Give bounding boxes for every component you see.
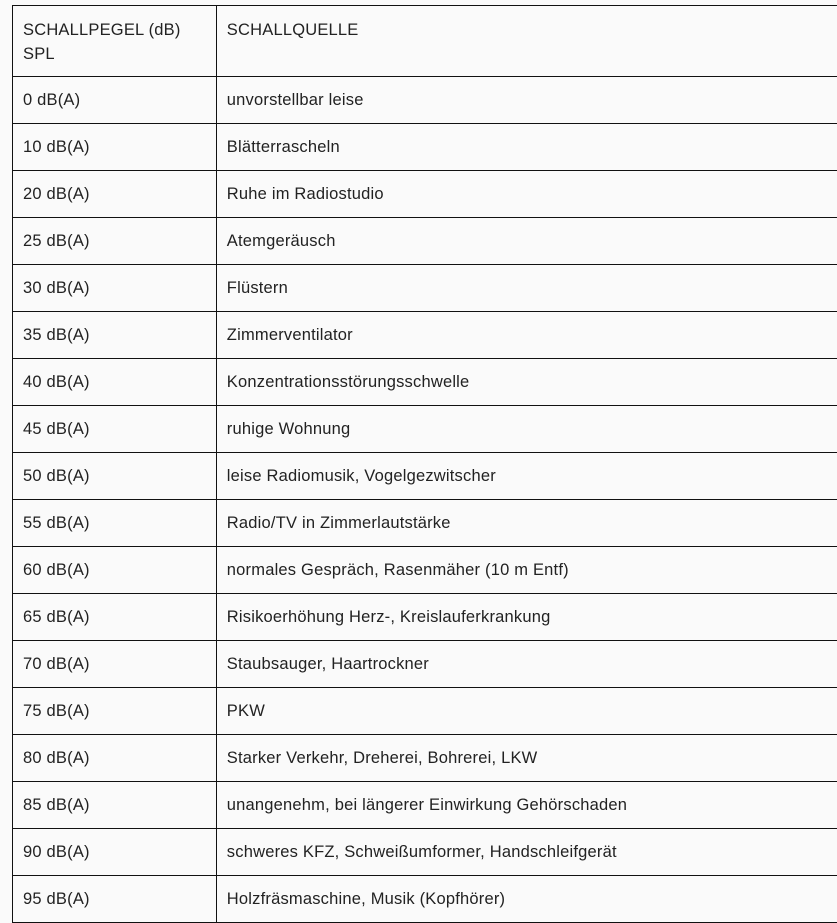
table-row	[13, 782, 837, 829]
sound-level-table-container	[12, 5, 837, 923]
cell-sound-level: 90 dB(A)	[13, 829, 217, 876]
cell-sound-level: 85 dB(A)	[13, 782, 217, 829]
cell-sound-level: 50 dB(A)	[13, 453, 217, 500]
table-header-row	[13, 6, 837, 77]
table-row	[13, 453, 837, 500]
cell-sound-source: unangenehm, bei längerer Einwirkung Gehörschaden	[216, 782, 837, 829]
cell-sound-level: 45 dB(A)	[13, 406, 217, 453]
cell-sound-level: 30 dB(A)	[13, 265, 217, 312]
table-row	[13, 359, 837, 406]
cell-sound-source: Radio/TV in Zimmerlautstärke	[216, 500, 837, 547]
header-sound-source: SCHALLQUELLE	[216, 6, 837, 77]
cell-sound-level: 80 dB(A)	[13, 735, 217, 782]
cell-sound-source: schweres KFZ, Schweißumformer, Handschleifgerät	[216, 829, 837, 876]
cell-sound-level: 65 dB(A)	[13, 594, 217, 641]
cell-sound-source: Atemgeräusch	[216, 218, 837, 265]
table-row	[13, 876, 837, 923]
cell-sound-source: ruhige Wohnung	[216, 406, 837, 453]
cell-sound-source: leise Radiomusik, Vogelgezwitscher	[216, 453, 837, 500]
table-row	[13, 547, 837, 594]
cell-sound-level: 55 dB(A)	[13, 500, 217, 547]
table-row	[13, 594, 837, 641]
cell-sound-source: Starker Verkehr, Dreherei, Bohrerei, LKW	[216, 735, 837, 782]
cell-sound-level: 75 dB(A)	[13, 688, 217, 735]
cell-sound-level: 70 dB(A)	[13, 641, 217, 688]
table-row	[13, 500, 837, 547]
table-row	[13, 829, 837, 876]
table-row	[13, 265, 837, 312]
table-body	[13, 77, 837, 923]
cell-sound-source: normales Gespräch, Rasenmäher (10 m Entf)	[216, 547, 837, 594]
cell-sound-source: Konzentrationsstörungsschwelle	[216, 359, 837, 406]
cell-sound-level: 35 dB(A)	[13, 312, 217, 359]
cell-sound-source: Blätterrascheln	[216, 124, 837, 171]
cell-sound-level: 20 dB(A)	[13, 171, 217, 218]
cell-sound-source: Risikoerhöhung Herz-, Kreislauferkrankung	[216, 594, 837, 641]
cell-sound-source: Ruhe im Radiostudio	[216, 171, 837, 218]
cell-sound-level: 0 dB(A)	[13, 77, 217, 124]
cell-sound-source: unvorstellbar leise	[216, 77, 837, 124]
cell-sound-source: PKW	[216, 688, 837, 735]
table-row	[13, 218, 837, 265]
cell-sound-level: 95 dB(A)	[13, 876, 217, 923]
table-row	[13, 124, 837, 171]
cell-sound-level: 10 dB(A)	[13, 124, 217, 171]
cell-sound-level: 25 dB(A)	[13, 218, 217, 265]
table-row	[13, 735, 837, 782]
cell-sound-source: Zimmerventilator	[216, 312, 837, 359]
table-row	[13, 406, 837, 453]
sound-level-table	[12, 5, 837, 923]
table-row	[13, 641, 837, 688]
table-row	[13, 77, 837, 124]
cell-sound-source: Flüstern	[216, 265, 837, 312]
cell-sound-level: 60 dB(A)	[13, 547, 217, 594]
table-row	[13, 171, 837, 218]
cell-sound-source: Staubsauger, Haartrockner	[216, 641, 837, 688]
table-row	[13, 688, 837, 735]
table-row	[13, 312, 837, 359]
cell-sound-level: 40 dB(A)	[13, 359, 217, 406]
cell-sound-source: Holzfräsmaschine, Musik (Kopfhörer)	[216, 876, 837, 923]
header-sound-level: SCHALLPEGEL (dB) SPL	[13, 6, 217, 77]
